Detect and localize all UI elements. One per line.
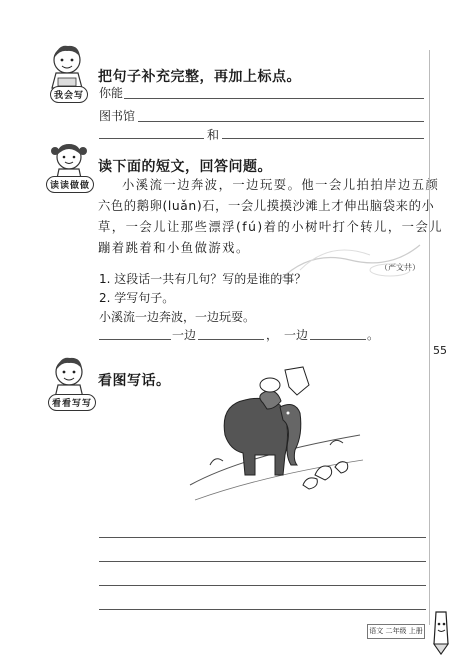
- fill-end: 。: [367, 328, 380, 342]
- answer-line-1[interactable]: [124, 98, 424, 99]
- fill-word-b: 一边: [284, 328, 309, 342]
- writing-line-3[interactable]: [99, 585, 426, 586]
- answer-line-3b[interactable]: [222, 138, 424, 139]
- para-line-3: 草，一会儿让那些漂浮(fú)着的小树叶打个转儿，一会儿: [98, 220, 444, 234]
- author: （严文井）: [380, 263, 420, 272]
- example-sentence: 小溪流一边奔波，一边玩耍。: [99, 310, 256, 324]
- section2-badge: 读读做做: [46, 176, 94, 193]
- writing-line-1[interactable]: [99, 537, 426, 538]
- question-2: 2. 学写句子。: [99, 291, 175, 305]
- pencil-mascot-icon: [426, 606, 456, 656]
- page-edge-line: [429, 50, 430, 625]
- section2-heading: 读下面的短文，回答问题。: [98, 159, 272, 175]
- para-line-2: 六色的鹅卵(luǎn)石，一会儿摸摸沙滩上才伸出脑袋来的小: [98, 199, 435, 213]
- section3-heading: 看图写话。: [98, 373, 171, 389]
- para-line-4: 蹦着跳着和小鱼做游戏。: [98, 241, 250, 255]
- footer-label: 语文 二年级 上册: [367, 624, 425, 639]
- page-number: 55: [433, 344, 447, 357]
- section1-badge: 我会写: [50, 86, 88, 103]
- fill-sep: ，: [266, 328, 279, 342]
- fill-word-a: 一边: [172, 328, 197, 342]
- answer-line-3a[interactable]: [99, 138, 204, 139]
- fill-blank-3[interactable]: [310, 339, 366, 340]
- line2-prefix: 图书馆: [99, 109, 136, 123]
- section1-heading: 把句子补充完整，再加上标点。: [98, 69, 301, 85]
- writing-line-2[interactable]: [99, 561, 426, 562]
- line1-prefix: 你能: [99, 86, 124, 100]
- writing-line-4[interactable]: [99, 609, 426, 610]
- line3-middle: 和: [207, 128, 220, 142]
- section3-badge: 看看写写: [48, 394, 96, 411]
- elephant-illustration: [185, 365, 365, 515]
- fill-blank-1[interactable]: [99, 339, 171, 340]
- fill-blank-2[interactable]: [198, 339, 264, 340]
- question-1: 1. 这段话一共有几句？写的是谁的事？: [99, 272, 307, 286]
- para-line-1: 小溪流一边奔波，一边玩耍。他一会儿拍拍岸边五颜: [122, 178, 440, 192]
- answer-line-2[interactable]: [138, 121, 424, 122]
